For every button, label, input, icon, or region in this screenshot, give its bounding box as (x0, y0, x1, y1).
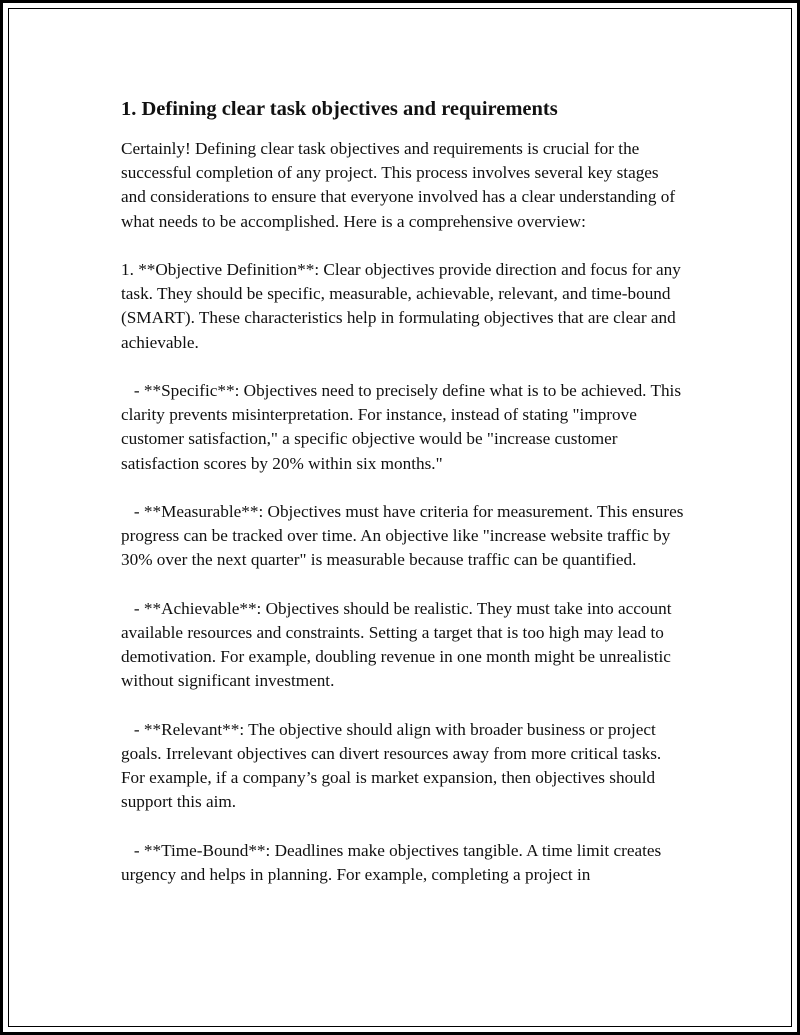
intro-paragraph: Certainly! Defining clear task objectives and requirements is crucial for the successful completion of any project. This process involves several key stages and considerations to ensure that everyone involved has a clear understanding of what needs to be accomplished. Here is a comprehensive overview: (121, 139, 680, 231)
objective-definition-paragraph: 1. **Objective Definition**: Clear objectives provide direction and focus for any task. They should be specific, measurable, achievable, relevant, and time-bound (SMART). These characteristics help in formulating objectives that are clear and achievable. (121, 260, 686, 352)
measurable-paragraph: - **Measurable**: Objectives must have criteria for measurement. This ensures progress can be tracked over time. An objective like "increase website traffic by 30% over the next quarter" is measurable because traffic can be quantified. (121, 502, 688, 570)
document-body (121, 95, 687, 887)
section-heading: 1. Defining clear task objectives and requirements (121, 98, 558, 120)
achievable-paragraph: - **Achievable**: Objectives should be realistic. They must take into account available resources and constraints. Setting a target that is too high may lead to demotivation. For example, doubling revenue in one month might be unrealistic without significant investment. (121, 598, 676, 691)
relevant-paragraph: - **Relevant**: The objective should align with broader business or project goals. Irrelevant objectives can divert resources away from more critical tasks. For example, if a company’s goal is market expansion, then objectives should support this aim. (121, 719, 666, 812)
specific-paragraph: - **Specific**: Objectives need to precisely define what is to be achieved. This clarity prevents misinterpretation. For instance, instead of stating "improve customer satisfaction," a specific objective would be "increase customer satisfaction scores by 20% within six months." (121, 381, 686, 473)
time-bound-paragraph: - **Time-Bound**: Deadlines make objectives tangible. A time limit creates urgency and helps in planning. For example, completing a project in (121, 840, 666, 884)
